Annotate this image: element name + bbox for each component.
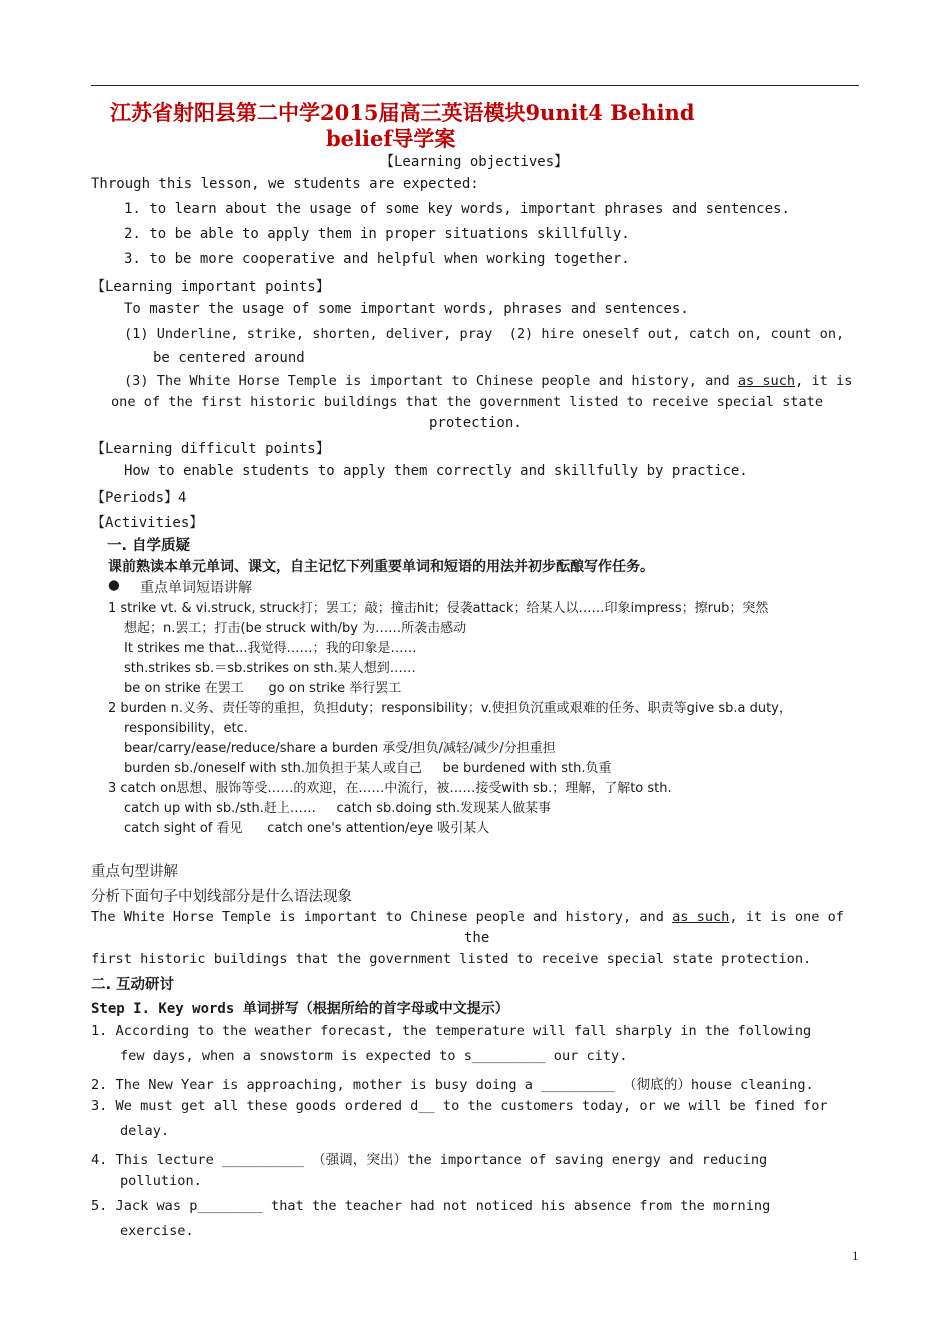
question-4-line-2: pollution. [120,1173,202,1189]
question-3-line-1: 3. We must get all these goods ordered d__ to the customers today, or we will be fined for [91,1098,828,1114]
activities-heading: 【Activities】 [91,515,204,531]
sentence-line-1: The White Horse Temple is important to Chinese people and history, and as such, it is one of [91,909,844,925]
step1-heading: Step I. Key words 单词拼写（根据所给的首字母或中文提示） [91,1001,509,1017]
objective-item-2: 2. to be able to apply them in proper situations skillfully. [124,226,630,242]
section2-heading: 二. 互动研讨 [91,977,175,993]
document-title-line1: 江苏省射阳县第二中学2015届高三英语模块9unit4 Behind [110,100,695,125]
objective-item-1: 1. to learn about the usage of some key words, important phrases and sentences. [124,201,790,217]
important-line-4: one of the first historic buildings that the government listed to receive special state [111,394,824,410]
vocab-line-2: 想起；n.罢工；打击(be struck with/by 为……所袭击感动 [124,621,467,636]
vocab-line-7: responsibility，etc. [124,721,248,736]
vocab-line-11: catch up with sb./sth.赶上…… catch sb.doing sth.发现某人做某事 [124,801,552,816]
objectives-intro: Through this lesson, we students are expected: [91,176,479,192]
question-5-line-2: exercise. [120,1223,194,1239]
bullet-dot-icon: ● [108,577,120,593]
periods: 【Periods】4 [91,490,187,506]
question-3-line-2: delay. [120,1123,170,1139]
sentence-heading: 重点句型讲解 [91,864,178,880]
objectives-heading: 【Learning objectives】 [380,154,569,170]
important-line-2: be centered around [153,350,305,366]
important-line-3: (3) The White Horse Temple is important to Chinese people and history, and as such, it is [124,373,853,389]
question-5-line-1: 5. Jack was p________ that the teacher had not noticed his absence from the morning [91,1198,771,1214]
important-intro: To master the usage of some important words, phrases and sentences. [124,301,689,317]
vocab-line-8: bear/carry/ease/reduce/share a burden 承受/担负/减轻/减少/分担重担 [124,741,556,756]
top-rule [91,85,859,86]
important-heading: 【Learning important points】 [91,279,330,295]
difficult-text: How to enable students to apply them correctly and skillfully by practice. [124,463,748,479]
document-title-line2: belief导学案 [326,126,456,151]
vocab-line-12: catch sight of 看见 catch one's attention/eye 吸引某人 [124,821,490,836]
important-line-5: protection. [429,415,522,431]
page-number: 1 [852,1248,859,1263]
section1-bullet-label: 重点单词短语讲解 [140,580,252,596]
question-1-line-1: 1. According to the weather forecast, the temperature will fall sharply in the following [91,1023,812,1039]
vocab-line-6: 2 burden n.义务、责任等的重担，负担duty；responsibility；v.使担负沉重或艰难的任务、职责等give sb.a duty， [108,701,792,716]
as-such-underline: as such [672,909,730,925]
vocab-line-3: It strikes me that...我觉得……；我的印象是…… [124,641,417,656]
section1-heading: 一. 自学质疑 [107,538,191,554]
as-such-underline: as such [737,373,796,389]
sentence-line-2: the [464,930,490,946]
vocab-line-10: 3 catch on思想、服饰等受……的欢迎，在……中流行，被……接受with sb.；理解，了解to sth. [108,781,672,796]
vocab-line-1: 1 strike vt. & vi.struck, struck打；罢工；敲；撞击hit；侵袭attack；给某人以……印象impress；擦rub；突然 [108,601,769,616]
sentence-line-3: first historic buildings that the government listed to receive special state protection. [91,951,812,967]
important-line-1: (1) Underline, strike, shorten, deliver, pray (2) hire oneself out, catch on, count on, [124,326,845,342]
question-2: 2. The New Year is approaching, mother is busy doing a _________ （彻底的）house cleaning. [91,1077,814,1093]
vocab-line-9: burden sb./oneself with sth.加负担于某人或自己 be burdened with sth.负重 [124,761,612,776]
vocab-line-5: be on strike 在罢工 go on strike 举行罢工 [124,681,402,696]
difficult-heading: 【Learning difficult points】 [91,441,330,457]
objective-item-3: 3. to be more cooperative and helpful when working together. [124,251,630,267]
vocab-line-4: sth.strikes sb.＝sb.strikes on sth.某人想到…… [124,661,416,676]
question-1-line-2: few days, when a snowstorm is expected to s_________ our city. [120,1048,628,1064]
question-4-line-1: 4. This lecture __________ （强调，突出）the importance of saving energy and reducing [91,1152,768,1168]
sentence-intro: 分析下面句子中划线部分是什么语法现象 [91,889,352,905]
section1-intro: 课前熟读本单元单词、课文，自主记忆下列重要单词和短语的用法并初步酝酿写作任务。 [108,559,654,575]
